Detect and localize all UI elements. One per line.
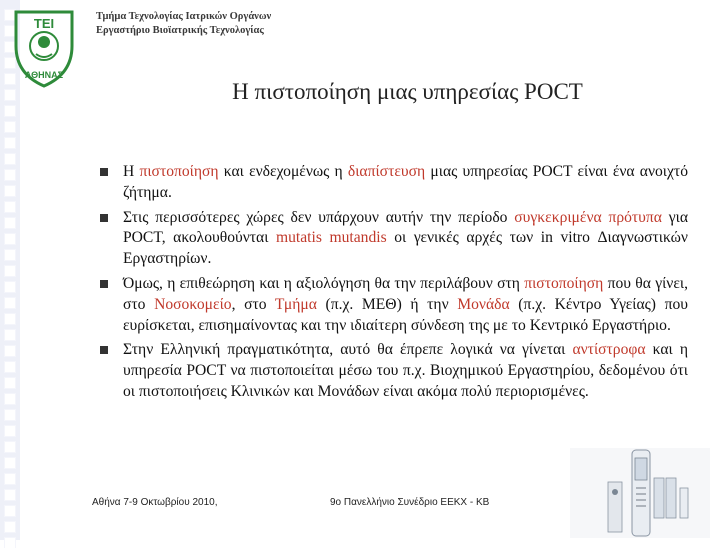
strip-square <box>5 282 15 292</box>
logo-text-bottom: ΑΘΗΝΑΣ <box>24 70 64 80</box>
text-span: (π.χ. ΜΕΘ) ή την <box>316 295 458 313</box>
strip-square <box>5 266 15 276</box>
text-span: και ενδεχομένως η <box>218 163 348 180</box>
bullet-item <box>100 162 688 204</box>
strip-square <box>5 154 15 164</box>
strip-square <box>5 362 15 372</box>
strip-square <box>5 330 15 340</box>
slide-title: Η πιστοποίηση μιας υπηρεσίας POCT <box>232 79 583 104</box>
bullet-text <box>123 341 688 400</box>
highlight-span: Μονάδα <box>457 295 510 313</box>
strip-square <box>5 314 15 324</box>
strip-square <box>5 522 15 532</box>
strip-square <box>5 202 15 212</box>
strip-square <box>5 218 15 228</box>
text-span: Στην Ελληνική πραγματικότητα, αυτό θα έπρεπε λογικά να γίνεται <box>123 341 573 359</box>
org-laboratory: Εργαστήριο Βιοϊατρικής Τεχνολογίας <box>96 25 264 36</box>
strip-square <box>5 474 15 484</box>
strip-square <box>5 378 15 388</box>
strip-square <box>5 410 15 420</box>
strip-square <box>5 490 15 500</box>
bullet-item <box>100 274 688 336</box>
text-span: οι γενικές αρχές των in vitro Διαγνωστικών Εργαστηρίων. <box>123 229 688 268</box>
highlight-span: Νοσοκομείο <box>154 295 232 313</box>
strip-square <box>5 138 15 148</box>
poct-device-image <box>570 448 710 538</box>
strip-square <box>5 426 15 436</box>
highlight-span: πιστοποίηση <box>139 163 219 180</box>
bullet-text <box>123 163 688 201</box>
highlight-span: πιστοποίηση <box>524 274 604 292</box>
square-bullet-icon <box>100 346 108 354</box>
highlight-span: διαπίστευση <box>347 163 426 180</box>
footer-conference: 9ο Πανελλήνιο Συνέδριο ΕΕΚΧ - ΚΒ <box>330 497 490 508</box>
text-span: για POCT, ακολουθούνται <box>123 208 689 247</box>
strip-square <box>5 234 15 244</box>
organization-header <box>96 10 271 38</box>
strip-square <box>5 506 15 516</box>
footer-date: Αθήνα 7-9 Οκτωβρίου 2010, <box>92 497 218 508</box>
text-span: Η <box>123 163 140 180</box>
bullet-text <box>123 275 688 334</box>
text-span: , στο <box>231 295 275 313</box>
text-span: Στις περισσότερες χώρες δεν υπάρχουν αυτήν την περίοδο <box>123 208 515 226</box>
org-department: Τμήμα Τεχνολογίας Ιατρικών Οργάνων <box>96 11 272 22</box>
strip-square <box>5 106 15 116</box>
text-span: και η υπηρεσία POCT να πιστοποιείται μέσω του π.χ. Βιοχημικού Εργαστηρίου, δεδομένου ότι οι πιστοποιήσεις Κλινικών και Μονάδων είναι ακόμα πολύ περιορισμένες. <box>123 341 688 400</box>
strip-square <box>5 298 15 308</box>
strip-square <box>5 250 15 260</box>
strip-square <box>5 458 15 468</box>
bullet-item <box>100 208 688 270</box>
text-span: που θα γίνει, στο <box>123 274 688 313</box>
square-bullet-icon <box>100 214 108 222</box>
strip-square <box>5 170 15 180</box>
strip-square <box>5 442 15 452</box>
square-bullet-icon <box>100 168 108 176</box>
bullet-item <box>100 340 688 402</box>
strip-square <box>5 186 15 196</box>
bullet-list <box>100 162 688 403</box>
strip-square <box>5 122 15 132</box>
strip-square <box>5 346 15 356</box>
highlight-span: αντίστροφα <box>572 341 646 359</box>
bullet-text <box>123 209 688 268</box>
text-span: Όμως, η επιθεώρηση και η αξιολόγηση θα την περιλάβουν στη <box>123 274 525 292</box>
square-bullet-icon <box>100 280 108 288</box>
highlight-span: mutatis mutandis <box>276 229 387 247</box>
text-span: (π.χ. Κέντρο Υγείας) που ευρίσκεται, επισημαίνοντας και την ιδιαίτερη σύνδεση της με το Κεντρικό Εργαστήριο. <box>123 295 689 334</box>
strip-square <box>5 394 15 404</box>
logo-text-top: ΤΕΙ <box>33 16 55 31</box>
highlight-span: Τμήμα <box>274 295 317 313</box>
highlight-span: συγκεκριμένα πρότυπα <box>514 208 662 226</box>
text-span: μιας υπηρεσίας POCT είναι ένα ανοιχτό ζήτημα. <box>123 163 688 201</box>
